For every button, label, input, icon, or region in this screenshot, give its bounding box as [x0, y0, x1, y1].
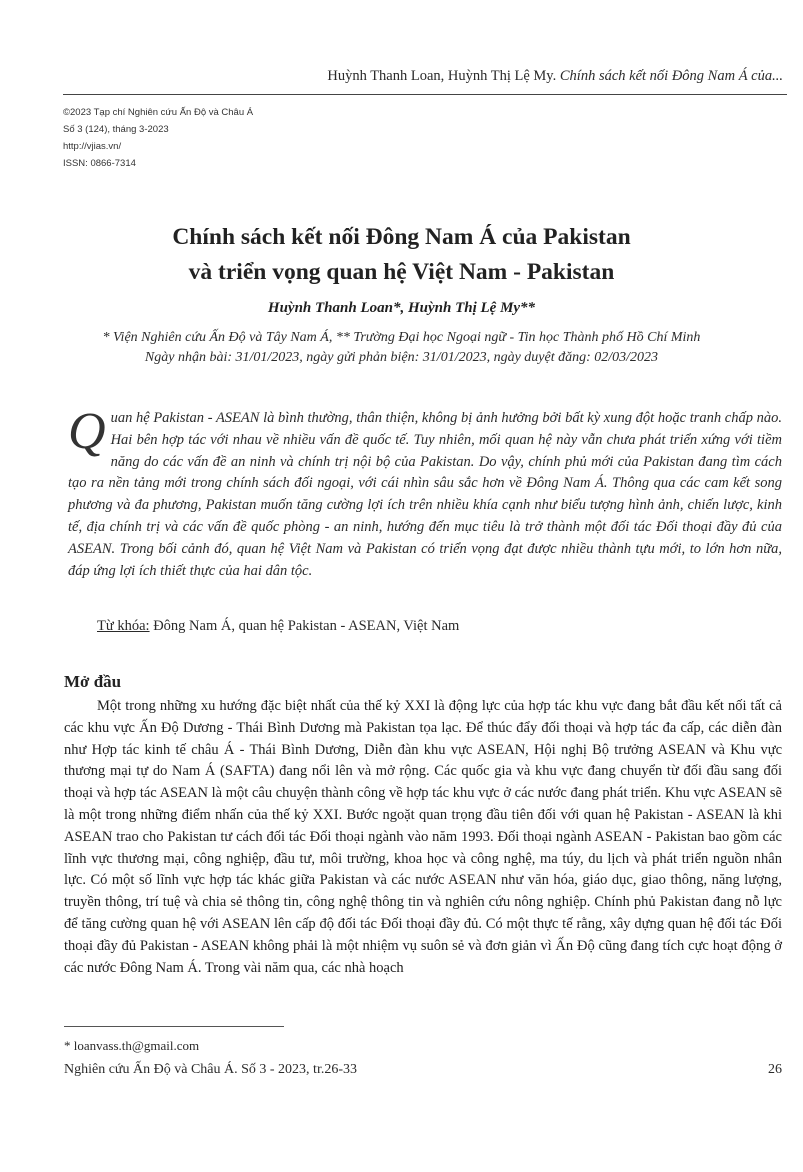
issn-line: ISSN: 0866-7314	[63, 158, 136, 169]
issue-line: Số 3 (124), tháng 3-2023	[63, 124, 169, 135]
abstract-dropcap: Q	[68, 403, 106, 460]
author-names: Huỳnh Thanh Loan*, Huỳnh Thị Lệ My**	[267, 300, 536, 316]
keywords-text: Đông Nam Á, quan hệ Pakistan - ASEAN, Việt Nam	[153, 618, 460, 634]
keywords	[97, 618, 459, 635]
footnote-email[interactable]: * loanvass.th@gmail.com	[64, 1038, 200, 1053]
running-head	[327, 68, 783, 85]
footnote-rule	[64, 1026, 284, 1027]
title-line-2: và triển vọng quan hệ Việt Nam - Pakistan	[188, 259, 615, 285]
abstract	[68, 403, 782, 582]
copyright-line: ©2023 Tạp chí Nghiên cứu Ấn Độ và Châu Á	[63, 107, 254, 118]
submission-dates: Ngày nhận bài: 31/01/2023, ngày gửi phản biện: 31/01/2023, ngày duyệt đăng: 02/03/2023	[144, 350, 659, 365]
abstract-text: uan hệ Pakistan - ASEAN là bình thường, thân thiện, không bị ảnh hưởng bởi bất kỳ xung đột hoặc tranh chấp nào. Hai bên hợp tác với nhau về nhiều vấn đề quốc tế. Tuy nhiên, mối quan hệ này vẫn chưa phát triển xứng với tiềm năng do các vấn đề an ninh và chính trị nội bộ của Pakistan. Do vậy, chính phủ mới của Pakistan đang tìm cách tạo ra nền tảng mới trong chính sách đối ngoại, với cái nhìn sâu sắc hơn về Đông Nam Á. Thông qua các cam kết song phương và đa phương, Pakistan muốn tăng cường lợi ích trên nhiều khía cạnh như biểu tượng hình ảnh, chiến lược, kinh tế, địa chính trị và các vấn đề quốc phòng - an ninh, hướng đến mục tiêu là trở thành một đối tác Đối thoại đầy đủ của ASEAN. Trong bối cảnh đó, quan hệ Việt Nam và Pakistan có triển vọng đạt được nhiều thành tựu mới, to lớn hơn nữa, đáp ứng lợi ích thiết thực của hai dân tộc.	[68, 410, 782, 579]
running-head-authors: Huỳnh Thanh Loan, Huỳnh Thị Lệ My.	[327, 68, 557, 84]
section-heading: Mở đầu	[64, 672, 122, 691]
article-title	[0, 220, 803, 290]
journal-url[interactable]: http://vjias.vn/	[63, 141, 122, 152]
running-head-title: Chính sách kết nối Đông Nam Á của...	[559, 68, 783, 84]
title-line-1: Chính sách kết nối Đông Nam Á của Pakistan	[172, 224, 631, 250]
journal-masthead	[63, 104, 253, 172]
header-rule	[63, 94, 787, 95]
footer-journal-citation: Nghiên cứu Ấn Độ và Châu Á. Số 3 - 2023, tr.26-33	[64, 1062, 358, 1077]
body-paragraph: Một trong những xu hướng đặc biệt nhất của thế kỷ XXI là động lực của hợp tác khu vực đang bắt đầu kết nối tất cả các khu vực Ấn Độ Dương - Thái Bình Dương mà Pakistan tọa lạc. Để thúc đẩy đối thoại và hợp tác đa cấp, các diễn đàn như Hợp tác kinh tế châu Á - Thái Bình Dương, Diễn đàn khu vực ASEAN, Hội nghị Bộ trưởng ASEAN và Khu vực thương mại tự do Nam Á (SAFTA) đang nổi lên và mở rộng. Các quốc gia và khu vực đang chuyển từ đối đầu sang đối thoại và hợp tác ASEAN là một câu chuyện thành công về hợp tác khu vực ở các nước đang phát triển. Khu vực ASEAN sẽ là một trong những điểm nhấn của thế kỷ XXI. Bước ngoặt quan trọng đầu tiên đối với quan hệ Pakistan - ASEAN là khi ASEAN trao cho Pakistan tư cách đối tác Đối thoại ngành vào năm 1993. Đối thoại ngành ASEAN - Pakistan bao gồm các lĩnh vực thương mại, công nghiệp, đầu tư, môi trường, khoa học và công nghệ, ma túy, du lịch và phát triển nguồn nhân lực. Có một số lĩnh vực hợp tác khác giữa Pakistan và các nước ASEAN như văn hóa, giáo dục, giao thông, năng lượng, truyền thông, trí tuệ và chia sẻ thông tin, công nghệ thông tin và nghiên cứu nông nghiệp. Chính phủ Pakistan đang nỗ lực để tăng cường quan hệ với ASEAN lên cấp độ đối tác Đối thoại đầy đủ. Có một thực tế rằng, xây dựng quan hệ đối tác Đối thoại đầy đủ Pakistan - ASEAN không phải là một nhiệm vụ suôn sẻ và đơn giản vì Ấn Độ cũng đang tích cực hoạt động ở các nước Đông Nam Á. Trong vài năm qua, các nhà hoạch	[64, 698, 782, 976]
page-number: 26	[768, 1062, 782, 1077]
author-affiliation: * Viện Nghiên cứu Ấn Độ và Tây Nam Á, ** Trường Đại học Ngoại ngữ - Tin học Thành phố Hồ Chí Minh	[102, 330, 701, 345]
keywords-label: Từ khóa:	[97, 618, 150, 634]
